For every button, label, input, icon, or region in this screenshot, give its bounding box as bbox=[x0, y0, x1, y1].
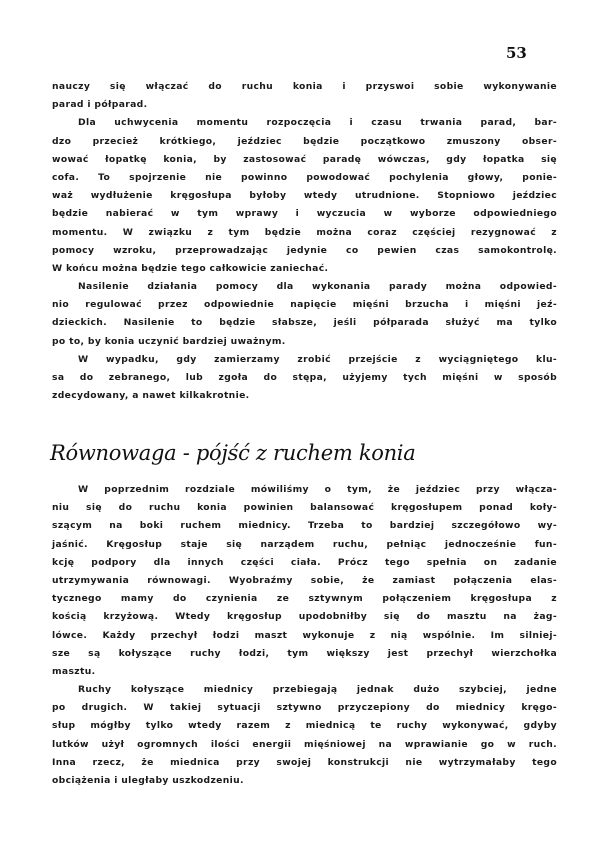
text-line: kcję podpory dla innych części ciała. Prócz tego spełnia on zadanie bbox=[52, 556, 557, 568]
text-line: W wypadku, gdy zamierzamy zrobić przejście z wyciągniętego klu- bbox=[78, 353, 557, 365]
section-2-text bbox=[52, 481, 557, 790]
text-line: niu się do ruchu konia powinien balansować kręgosłupem ponad koły- bbox=[52, 502, 557, 514]
text-line: momentu. W związku z tym będzie można coraz częściej rezygnować z bbox=[52, 226, 557, 238]
text-line: dzieckich. Nasilenie to będzie słabsze, jeśli półparada służyć ma tylko bbox=[52, 317, 557, 329]
text-line: dzo przecież krótkiego, jeździec będzie początkowo zmuszony obser- bbox=[52, 135, 557, 147]
paragraph bbox=[52, 278, 557, 351]
text-line: cofa. To spojrzenie nie powinno powodować pochylenia głowy, ponie- bbox=[52, 171, 557, 183]
text-line: po drugich. W takiej sytuacji sztywno przyczepiony do miednicy kręgo- bbox=[52, 702, 557, 714]
text-line: Inna rzecz, że miednica przy swojej konstrukcji nie wytrzymałaby tego bbox=[52, 756, 557, 768]
text-line: kością krzyżową. Wtedy kręgosłup upodobniłby się do masztu na żag- bbox=[52, 611, 557, 623]
text-line: sa do zebranego, lub zgoła do stępa, użyjemy tych mięśni w sposób bbox=[52, 372, 557, 383]
text-line: utrzymywania równowagi. Wyobraźmy sobie, że zamiast połączenia elas- bbox=[52, 574, 557, 586]
text-line: tycznego mamy do czynienia ze sztywnym połączeniem kręgosłupa z bbox=[52, 593, 557, 605]
text-line: po to, by konia uczynić bardziej uważnym. bbox=[52, 335, 286, 347]
text-line: parad i półparad. bbox=[52, 99, 148, 111]
text-line: lutków użył ogromnych ilości energii mięśniowej na wprawianie go w ruch. bbox=[52, 738, 557, 750]
text-line: W poprzednim rozdziale mówiliśmy o tym, że jeździec przy włącza- bbox=[78, 484, 557, 495]
paragraph bbox=[52, 681, 557, 790]
text-line: Ruchy kołyszące miednicy przebiegają jednak dużo szybciej, jedne bbox=[78, 684, 557, 696]
section-heading: Równowaga - pójść z ruchem konia bbox=[50, 441, 416, 465]
text-line: nio regulować przez odpowiednie napięcie mięśni brzucha i mięśni jeź- bbox=[52, 299, 557, 311]
text-line: zdecydowany, a nawet kilkakrotnie. bbox=[52, 390, 250, 402]
text-line: nauczy się włączać do ruchu konia i przyswoi sobie wykonywanie bbox=[52, 81, 557, 92]
text-line: słup mógłby tylko wtedy razem z miednicą te ruchy wykonywać, gdyby bbox=[52, 720, 557, 732]
text-line: Nasilenie działania pomocy dla wykonania parady można odpowied- bbox=[78, 281, 557, 293]
text-line: waż wydłużenie kręgosłupa byłoby wtedy utrudnione. Stopniowo jeździec bbox=[52, 190, 557, 202]
text-line: wować łopatkę konia, by zastosować paradę wówczas, gdy łopatka się bbox=[52, 153, 557, 165]
paragraph bbox=[52, 481, 557, 681]
paragraph bbox=[52, 114, 557, 278]
paragraph bbox=[52, 351, 557, 406]
text-line: W końcu można będzie tego całkowicie zaniechać. bbox=[52, 262, 329, 274]
paragraph bbox=[52, 78, 557, 114]
text-line: szącym na boki ruchem miednicy. Trzeba to bardziej szczegółowo wy- bbox=[52, 520, 557, 532]
text-line: masztu. bbox=[52, 665, 96, 677]
text-line: lówce. Każdy przechył łodzi maszt wykonuje z nią wspólnie. Im silniej- bbox=[52, 629, 557, 641]
text-line: jaśnić. Kręgosłup staje się narządem ruchu, pełniąc jednocześnie fun- bbox=[52, 538, 557, 550]
text-line: sze są kołyszące ruchy łodzi, tym większy jest przechył wierzchołka bbox=[52, 647, 557, 659]
section-1-text bbox=[52, 78, 557, 405]
text-line: Dla uchwycenia momentu rozpoczęcia i czasu trwania parad, bar- bbox=[78, 117, 557, 129]
text-line: obciążenia i uległaby uszkodzeniu. bbox=[52, 775, 244, 786]
text-line: pomocy wzroku, przeprowadzając jedynie co pewien czas samokontrolę. bbox=[52, 244, 557, 256]
text-line: będzie nabierać w tym wprawy i wyczucia w wyborze odpowiedniego bbox=[52, 208, 557, 220]
page-number: 53 bbox=[506, 44, 527, 62]
